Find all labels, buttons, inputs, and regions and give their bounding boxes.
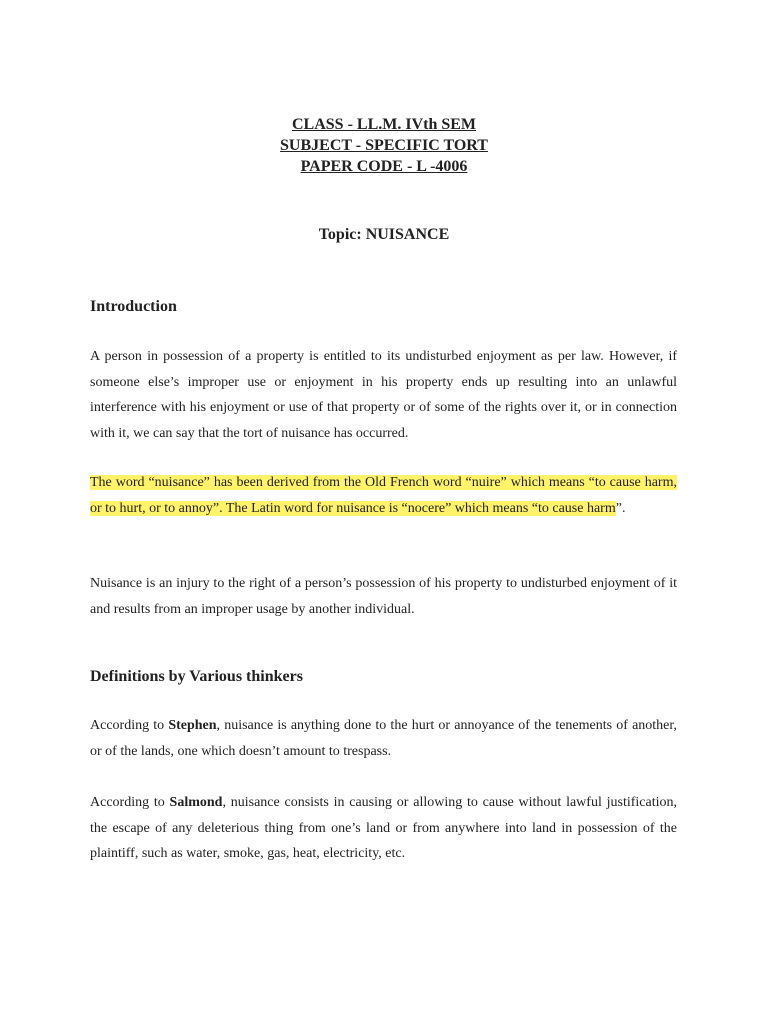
introduction-paragraph-1: A person in possession of a property is entitled to its undisturbed enjoyment as per law. However, if someone else’s improper use or enjoyment in his property ends up resulting into an unlawful interference with his enjoyment or use of that property or of some of the rights over it, or in connection with it, we can say that the tort of nuisance has occurred. bbox=[90, 349, 677, 441]
definition-text: , nuisance consists in causing or allowing to cause without lawful justification, the escape of any deleterious thing from one’s land or from anywhere into land in possession of the plaintiff, such as water, smoke, gas, heat, electricity, etc. bbox=[90, 795, 677, 861]
definition-prefix: According to bbox=[90, 718, 169, 733]
thinker-name: Stephen bbox=[168, 718, 217, 733]
topic-title: Topic: NUISANCE bbox=[318, 226, 450, 243]
introduction-paragraph-2 bbox=[90, 470, 677, 521]
paragraph-tail: ”. bbox=[615, 500, 626, 516]
paper-code-line: PAPER CODE - L -4006 bbox=[300, 158, 468, 175]
definition-text: , nuisance is anything done to the hurt or annoyance of the tenements of another, or of the lands, one which doesn’t amount to trespass. bbox=[90, 718, 677, 759]
class-line: CLASS - LL.M. IVth SEM bbox=[291, 116, 477, 133]
subject-line: SUBJECT - SPECIFIC TORT bbox=[280, 137, 488, 154]
introduction-heading: Introduction bbox=[90, 298, 177, 315]
thinker-name: Salmond bbox=[169, 795, 223, 810]
highlighted-text: The word “nuisance” has been derived from the Old French word “nuire” which means “to cause harm, or to hurt, or to annoy”. The Latin word for nuisance is “nocere” which means “to cause harm bbox=[90, 475, 677, 516]
definition-prefix: According to bbox=[90, 795, 170, 810]
introduction-paragraph-3: Nuisance is an injury to the right of a person’s possession of his property to undisturbed enjoyment of it and results from an improper usage by another individual. bbox=[90, 576, 677, 617]
document-header bbox=[0, 114, 768, 177]
definition-stephen bbox=[90, 713, 677, 764]
definition-salmond bbox=[90, 790, 677, 867]
definitions-heading: Definitions by Various thinkers bbox=[90, 668, 303, 685]
